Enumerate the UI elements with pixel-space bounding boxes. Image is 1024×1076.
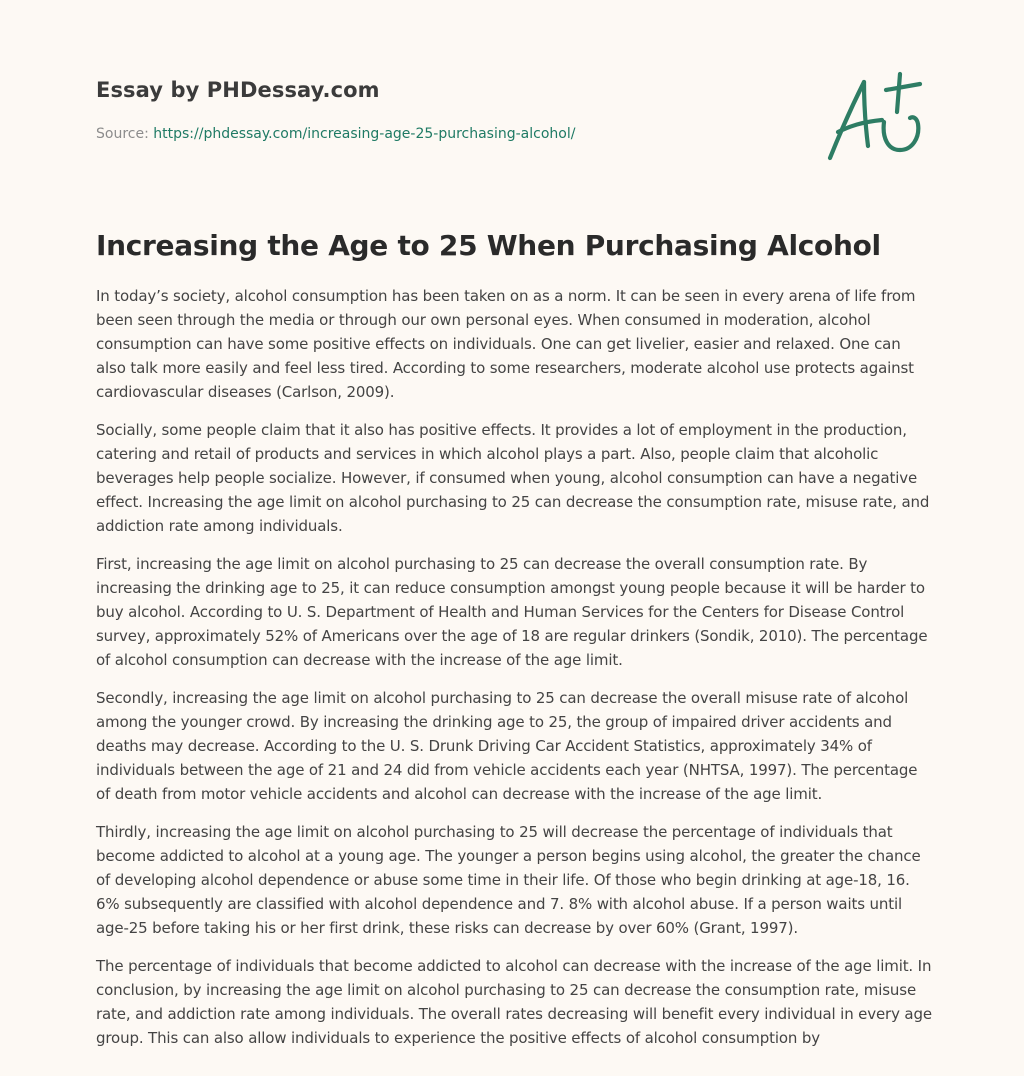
essay-title: Increasing the Age to 25 When Purchasing Alcohol bbox=[96, 229, 881, 262]
essay-body bbox=[96, 284, 932, 1064]
essay-paragraph: First, increasing the age limit on alcohol purchasing to 25 can decrease the overall consumption rate. By increasing the drinking age to 25, it can reduce consumption amongst young people because it will be harder to buy alcohol. According to U. S. Department of Health and Human Services for the Centers for Disease Control survey, approximately 52% of Americans over the age of 18 are regular drinkers (Sondik, 2010). The percentage of alcohol consumption can decrease with the increase of the age limit. bbox=[96, 555, 928, 669]
essay-header bbox=[96, 74, 796, 144]
site-brand: Essay by PHDessay.com bbox=[96, 78, 380, 102]
essay-paragraph: Socially, some people claim that it also has positive effects. It provides a lot of employment in the production, catering and retail of products and services in which alcohol plays a part. Also, people claim that alcoholic beverages help people socialize. However, if consumed when young, alcohol consumption can have a negative effect. Increasing the age limit on alcohol purchasing to 25 can decrease the consumption rate, misuse rate, and addiction rate among individuals. bbox=[96, 421, 930, 535]
essay-paragraph: Secondly, increasing the age limit on alcohol purchasing to 25 can decrease the overall misuse rate of alcohol among the younger crowd. By increasing the drinking age to 25, the group of impaired driver accidents and deaths may decrease. According to the U. S. Drunk Driving Car Accident Statistics, approximately 34% of individuals between the age of 21 and 24 did from vehicle accidents each year (NHTSA, 1997). The percentage of death from motor vehicle accidents and alcohol can decrease with the increase of the age limit. bbox=[96, 689, 918, 803]
source-label: Source: bbox=[96, 126, 154, 142]
a-plus-grade-icon bbox=[820, 66, 930, 166]
source-line bbox=[96, 124, 796, 144]
essay-paragraph: In today’s society, alcohol consumption has been taken on as a norm. It can be seen in every arena of life from been seen through the media or through our own personal eyes. When consumed in moderation, alcohol consumption can have some positive effects on individuals. One can get livelier, easier and relaxed. One can also talk more easily and feel less tired. According to some researchers, moderate alcohol use protects against cardiovascular diseases (Carlson, 2009). bbox=[96, 287, 916, 401]
essay-paragraph: The percentage of individuals that become addicted to alcohol can decrease with the increase of the age limit. In conclusion, by increasing the age limit on alcohol purchasing to 25 can decrease the consumption rate, misuse rate, and addiction rate among individuals. The overall rates decreasing will benefit every individual in every age group. This can also allow individuals to experience the positive effects of alcohol consumption by bbox=[96, 957, 932, 1047]
source-link[interactable]: https://phdessay.com/increasing-age-25-purchasing-alcohol/ bbox=[153, 126, 576, 142]
essay-paragraph: Thirdly, increasing the age limit on alcohol purchasing to 25 will decrease the percentage of individuals that become addicted to alcohol at a young age. The younger a person begins using alcohol, the greater the chance of developing alcohol dependence or abuse some time in their life. Of those who begin drinking at age-18, 16. 6% subsequently are classified with alcohol dependence and 7. 8% with alcohol abuse. If a person waits until age-25 before taking his or her first drink, these risks can decrease by over 60% (Grant, 1997). bbox=[96, 823, 921, 937]
